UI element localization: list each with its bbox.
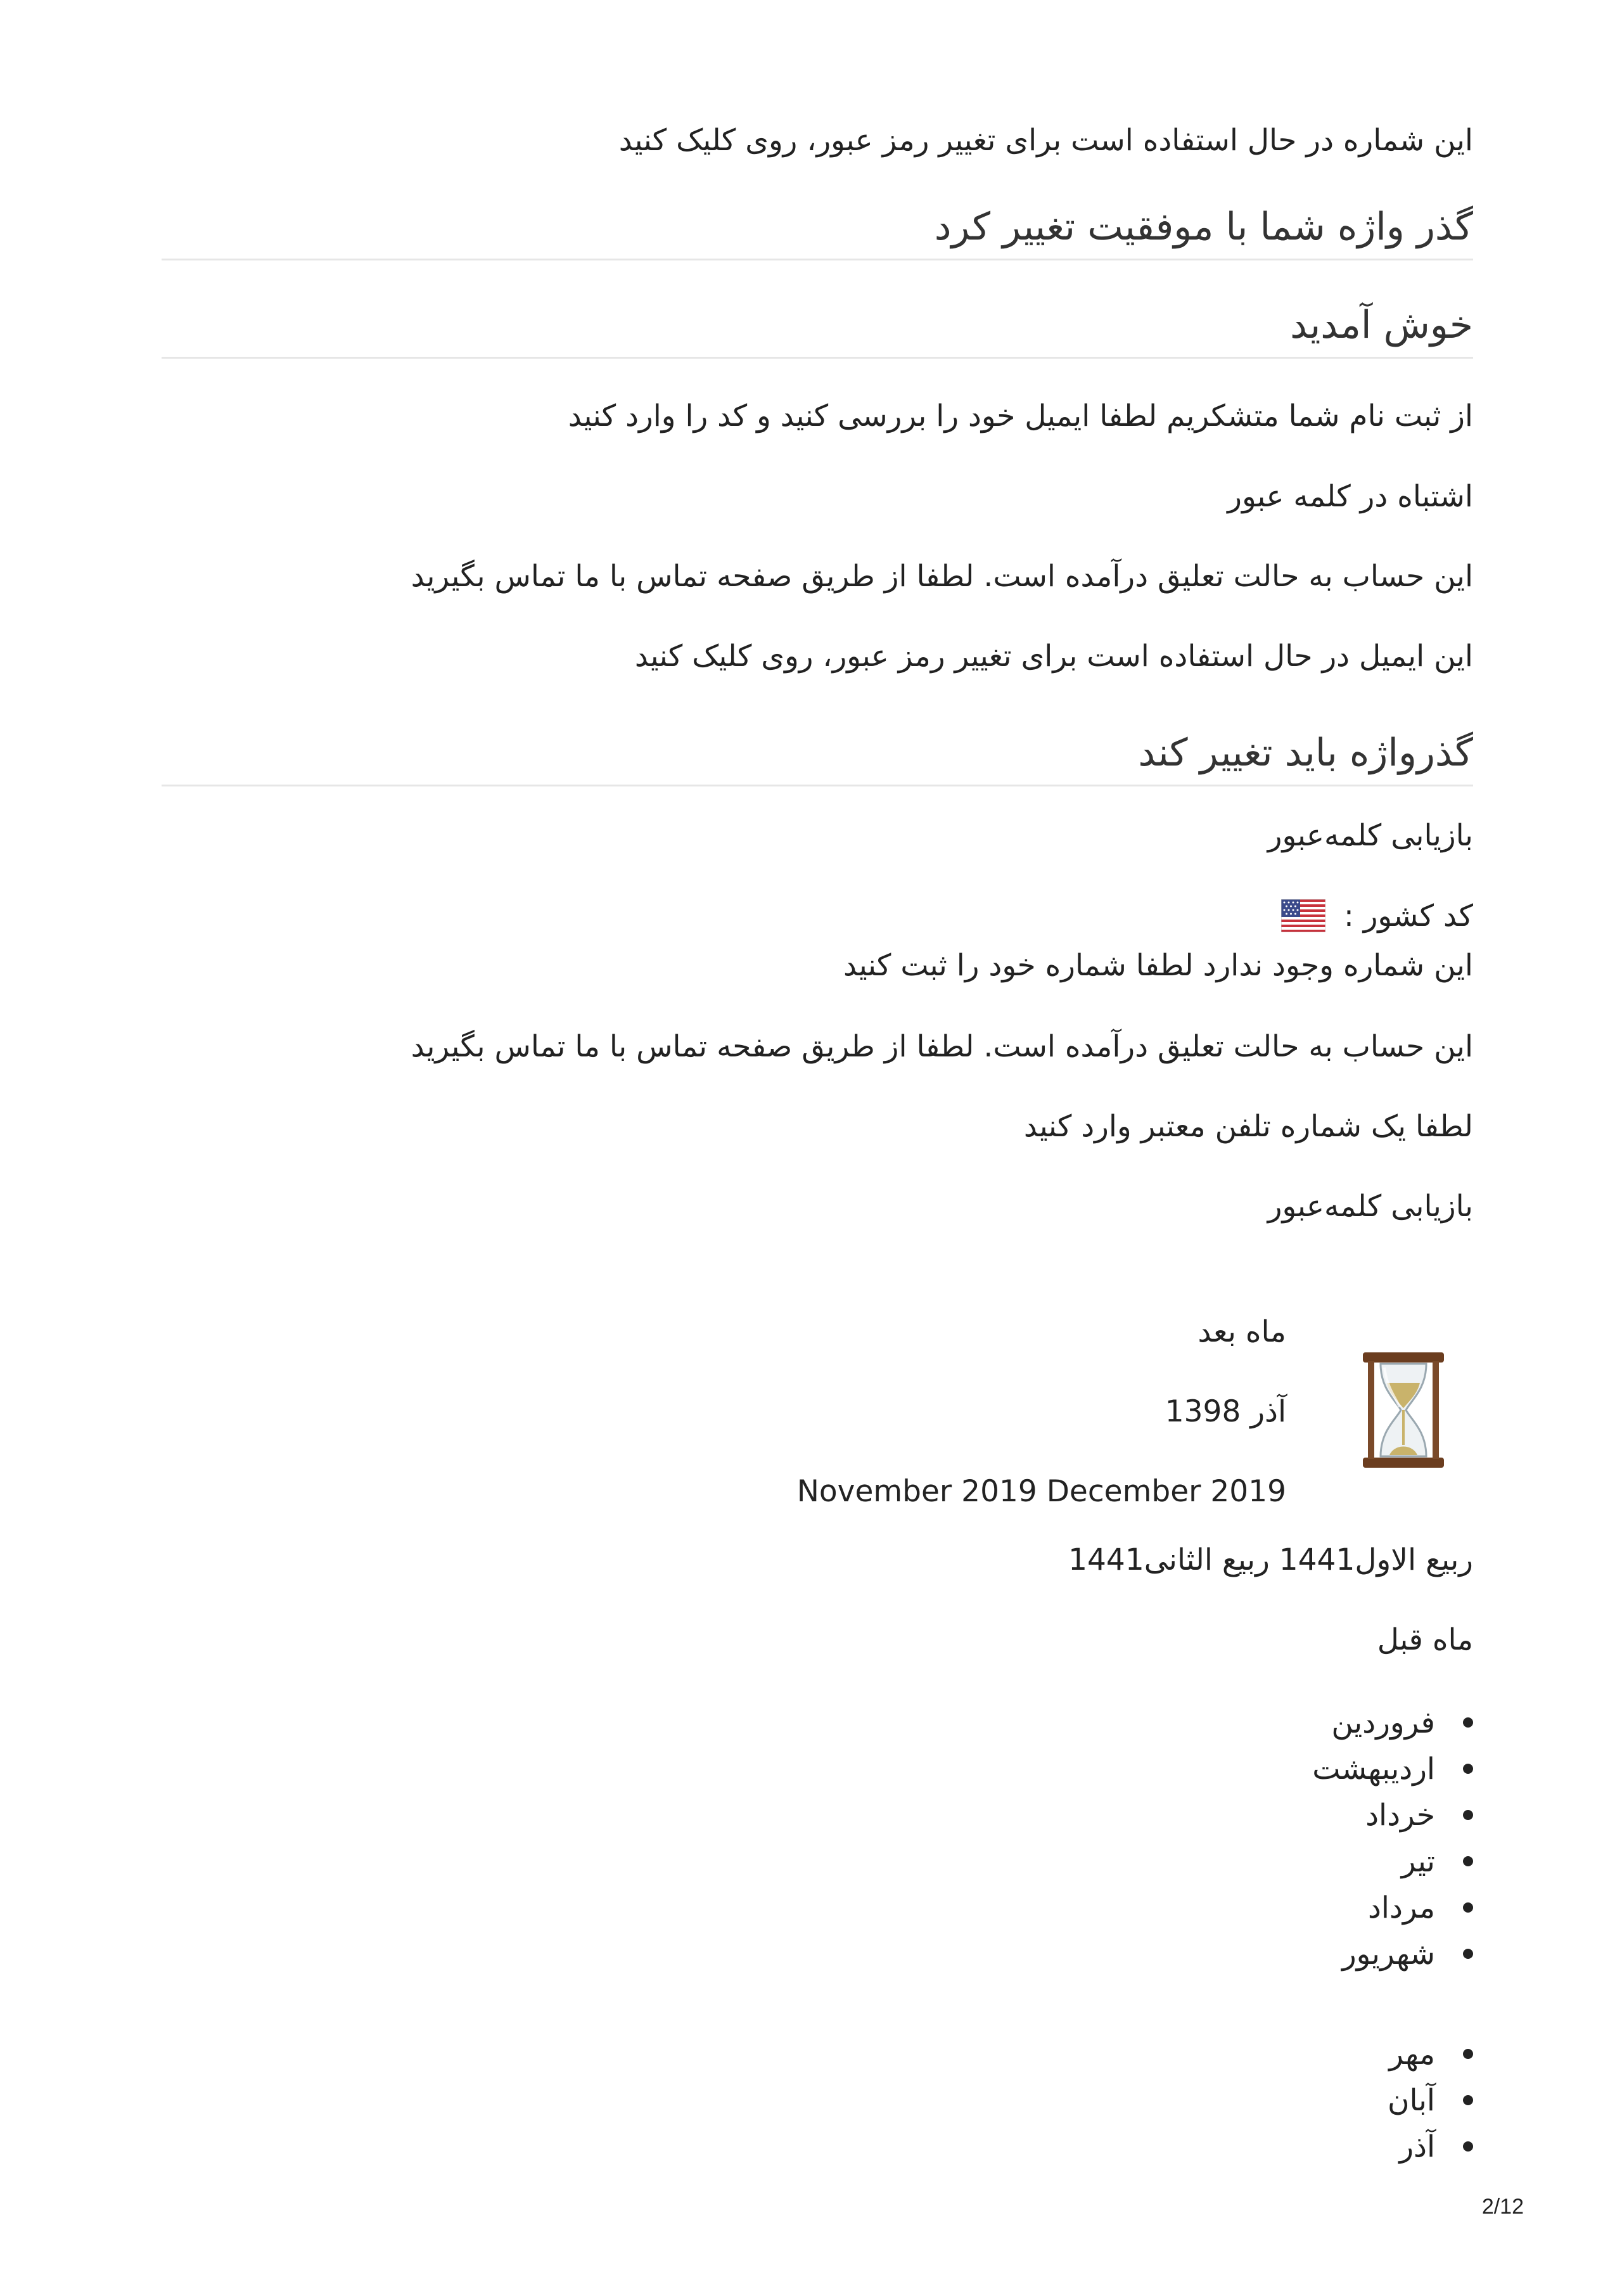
list-item[interactable]: مرداد xyxy=(1312,1885,1473,1931)
months-list-2 xyxy=(1388,2031,1473,2170)
next-month-link[interactable]: ماه بعد xyxy=(1197,1314,1286,1349)
password-recovery-label-2: بازیابی کلمه‌عبور xyxy=(1267,1189,1473,1224)
country-code-row xyxy=(162,896,1473,937)
calendar-widget xyxy=(162,1299,1473,1515)
list-item[interactable]: آبان xyxy=(1388,2077,1473,2124)
list-item[interactable]: اردیبهشت xyxy=(1312,1746,1473,1792)
page-number: 2/12 xyxy=(1481,2195,1524,2219)
list-item[interactable]: مهر xyxy=(1388,2031,1473,2077)
list-item[interactable]: آذر xyxy=(1388,2124,1473,2170)
list-item[interactable]: فروردین xyxy=(1312,1700,1473,1746)
number-in-use-message: این شماره در حال استفاده است برای تغییر رمز عبور، روی کلیک کنید xyxy=(618,123,1473,158)
months-list-1 xyxy=(1312,1700,1473,1977)
country-code-label: کد کشور : xyxy=(1343,899,1473,933)
list-item[interactable]: شهریور xyxy=(1312,1931,1473,1977)
wrong-password-message: اشتباه در کلمه عبور xyxy=(1227,479,1473,514)
gregorian-months-label: November 2019 December 2019 xyxy=(796,1474,1286,1509)
us-flag-icon[interactable] xyxy=(1281,899,1325,932)
password-changed-heading: گذر واژه شما با موفقیت تغییر کرد xyxy=(162,202,1473,260)
hijri-months-label: ربیع الاول1441 ربیع الثانی1441 xyxy=(1068,1542,1473,1577)
prev-month-link[interactable]: ماه قبل xyxy=(1377,1622,1473,1657)
password-must-change-heading: گذرواژه باید تغییر کند xyxy=(162,728,1473,786)
persian-month-label: آذر 1398 xyxy=(1165,1394,1286,1429)
list-item[interactable]: خرداد xyxy=(1312,1792,1473,1838)
hourglass-icon xyxy=(1359,1350,1448,1470)
password-recovery-label: بازیابی کلمه‌عبور xyxy=(1267,818,1473,853)
number-not-exist-message: این شماره وجود ندارد لطفا شماره خود را ثبت کنید xyxy=(843,948,1473,983)
welcome-heading: خوش آمدید xyxy=(162,300,1473,359)
list-item[interactable]: تیر xyxy=(1312,1838,1473,1885)
signup-thanks-message: از ثبت نام شما متشکریم لطفا ایمیل خود را بررسی کنید و کد را وارد کنید xyxy=(568,399,1473,433)
account-suspended-message-2: این حساب به حالت تعلیق درآمده است. لطفا از طریق صفحه تماس با ما تماس بگیرید xyxy=(411,1029,1473,1064)
enter-valid-phone-message: لطفا یک شماره تلفن معتبر وارد کنید xyxy=(1023,1109,1473,1144)
email-in-use-message: این ایمیل در حال استفاده است برای تغییر رمز عبور، روی کلیک کنید xyxy=(634,639,1473,674)
document-content xyxy=(162,0,1473,2218)
account-suspended-message: این حساب به حالت تعلیق درآمده است. لطفا از طریق صفحه تماس با ما تماس بگیرید xyxy=(411,559,1473,594)
